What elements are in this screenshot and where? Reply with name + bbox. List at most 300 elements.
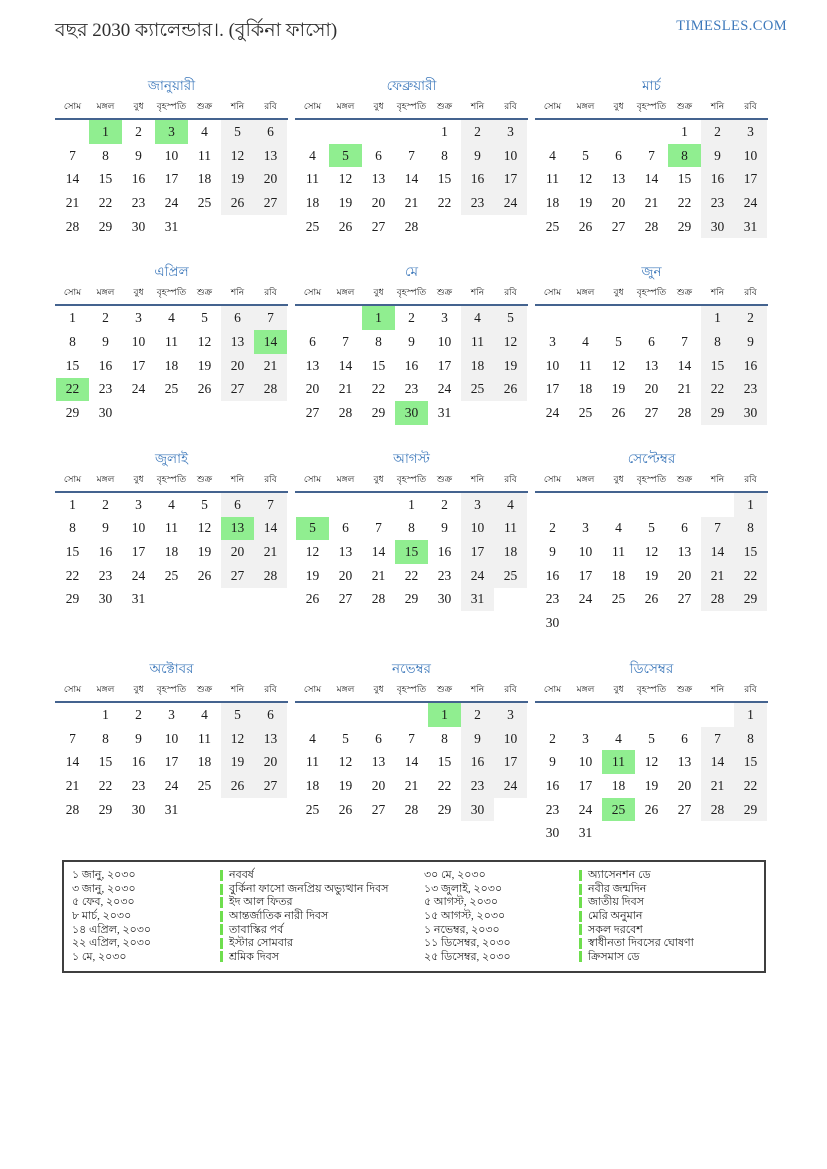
day-cell: 19 xyxy=(494,354,527,378)
holiday-marker-icon xyxy=(220,911,223,922)
day-cell: 9 xyxy=(102,520,109,536)
empty-cell xyxy=(602,306,635,330)
month-title: এপ্রিল xyxy=(154,264,189,280)
weekday-header-row xyxy=(295,99,528,120)
day-cell: 20 xyxy=(305,381,320,397)
empty-cell xyxy=(362,703,395,727)
empty-cell xyxy=(395,120,428,144)
day-cell: 17 xyxy=(164,171,179,187)
day-cell: 16 xyxy=(461,167,494,191)
holiday-marker-icon xyxy=(579,884,582,895)
empty-cell xyxy=(602,493,635,517)
day-cell: 28 xyxy=(404,801,419,817)
day-cell: 22 xyxy=(701,378,734,402)
day-cell: 5 xyxy=(615,333,622,349)
day-cell: 12 xyxy=(338,171,353,187)
days-grid xyxy=(535,120,768,238)
day-cell: 12 xyxy=(578,171,593,187)
day-cell: 16 xyxy=(545,777,560,793)
day-cell: 22 xyxy=(404,567,419,583)
day-cell: 10 xyxy=(578,544,593,560)
day-cell: 9 xyxy=(701,144,734,168)
day-cell: 22 xyxy=(98,777,113,793)
weekday-label: রবি xyxy=(744,287,757,298)
day-cell: 5 xyxy=(342,730,349,746)
day-cell: 7 xyxy=(375,520,382,536)
day-cell: 21 xyxy=(65,777,80,793)
legend-holiday-name: নবীর জন্মদিন xyxy=(588,882,647,895)
legend-item xyxy=(579,951,760,964)
day-cell: 12 xyxy=(611,357,626,373)
day-cell: 24 xyxy=(578,801,593,817)
day-cell: 25 xyxy=(197,777,212,793)
weekday-label: রবি xyxy=(264,101,277,111)
day-cell: 20 xyxy=(611,194,626,210)
month-title: সেপ্টেম্বর xyxy=(627,450,676,466)
day-cell: 29 xyxy=(98,218,113,234)
day-cell: 15 xyxy=(437,754,452,770)
weekday-label: রবি xyxy=(264,287,277,298)
day-cell: 24 xyxy=(734,191,767,215)
weekday-label: রবি xyxy=(504,101,517,111)
day-cell: 4 xyxy=(615,730,622,746)
day-cell: 10 xyxy=(545,357,560,373)
day-cell: 19 xyxy=(338,777,353,793)
page-header xyxy=(55,16,787,48)
day-cell: 11 xyxy=(306,754,319,770)
day-cell: 2 xyxy=(461,120,494,144)
day-cell: 20 xyxy=(677,777,692,793)
day-cell: 4 xyxy=(168,496,175,512)
day-cell: 22 xyxy=(371,381,386,397)
day-cell: 17 xyxy=(131,357,146,373)
day-cell: 7 xyxy=(342,333,349,349)
day-cell: 21 xyxy=(677,381,692,397)
day-cell: 25 xyxy=(305,218,320,234)
day-cell: 28 xyxy=(371,591,386,607)
legend-item xyxy=(220,924,424,937)
empty-cell xyxy=(635,120,668,144)
day-cell: 31 xyxy=(131,591,146,607)
weekday-label: মঙ্গল xyxy=(336,287,355,298)
weekday-label: শনি xyxy=(230,473,245,484)
legend-column xyxy=(424,869,760,963)
day-cell: 25 xyxy=(611,591,626,607)
day-cell: 13 xyxy=(254,144,287,168)
day-cell: 15 xyxy=(65,357,80,373)
day-cell: 17 xyxy=(734,167,767,191)
days-grid xyxy=(55,493,288,611)
day-cell: 16 xyxy=(131,171,146,187)
legend-date: ১৩ জুলাই, ২০৩০ xyxy=(424,882,503,895)
day-cell: 16 xyxy=(404,357,419,373)
day-cell: 26 xyxy=(338,801,353,817)
day-cell: 18 xyxy=(545,194,560,210)
day-cell: 15 xyxy=(677,171,692,187)
day-cell: 3 xyxy=(582,520,589,536)
legend-date: ২২ এপ্রিল, ২০৩০ xyxy=(72,937,152,950)
month-january xyxy=(55,75,288,238)
day-cell: 13 xyxy=(338,544,353,560)
day-cell: 18 xyxy=(197,754,212,770)
day-cell: 27 xyxy=(254,774,287,798)
day-cell: 12 xyxy=(338,754,353,770)
day-cell: 30 xyxy=(734,401,767,425)
day-cell: 30 xyxy=(131,801,146,817)
legend-holiday-name: শ্রমিক দিবস xyxy=(229,950,280,963)
empty-cell xyxy=(602,120,635,144)
day-cell: 24 xyxy=(545,405,560,421)
empty-cell xyxy=(635,703,668,727)
day-cell: 25 xyxy=(305,801,320,817)
day-cell: 5 xyxy=(329,144,362,168)
day-cell: 27 xyxy=(371,218,386,234)
legend-date: ৫ আগস্ট, ২০৩০ xyxy=(424,896,499,909)
day-cell: 17 xyxy=(578,777,593,793)
day-cell: 4 xyxy=(168,310,175,326)
month-title: মে xyxy=(405,264,418,280)
legend-holiday-name: সকল দরবেশ xyxy=(588,923,643,936)
day-cell: 13 xyxy=(221,330,254,354)
month-december xyxy=(535,658,768,845)
day-cell: 22 xyxy=(734,774,767,798)
holiday-marker-icon xyxy=(220,951,223,962)
day-cell: 13 xyxy=(371,171,386,187)
weekday-label: শুক্র xyxy=(676,101,693,111)
day-cell: 20 xyxy=(371,777,386,793)
day-cell: 14 xyxy=(254,330,287,354)
day-cell: 7 xyxy=(701,727,734,751)
holiday-marker-icon xyxy=(220,870,223,881)
weekday-label: সোম xyxy=(63,684,82,694)
day-cell: 19 xyxy=(221,167,254,191)
legend-holiday-name: বুর্কিনা ফাসো জনপ্রিয় অভ্যুত্থান দিবস xyxy=(229,882,389,895)
day-cell: 1 xyxy=(89,120,122,144)
day-cell: 11 xyxy=(461,330,494,354)
day-cell: 18 xyxy=(164,357,179,373)
day-cell: 27 xyxy=(221,564,254,588)
day-cell: 27 xyxy=(611,218,626,234)
legend-date: ৫ ফেব, ২০৩০ xyxy=(72,896,135,909)
weekday-label: বুধ xyxy=(133,473,144,484)
weekday-label: শুক্র xyxy=(196,473,213,484)
day-cell: 13 xyxy=(677,544,692,560)
weekday-label: সোম xyxy=(63,287,82,298)
day-cell: 14 xyxy=(701,540,734,564)
day-cell: 27 xyxy=(677,591,692,607)
weekday-label: রবি xyxy=(744,473,757,484)
day-cell: 28 xyxy=(701,588,734,612)
day-cell: 9 xyxy=(549,544,556,560)
legend-holiday-name: স্বাধীনতা দিবসের ঘোষণা xyxy=(588,937,694,950)
day-cell: 16 xyxy=(98,544,113,560)
days-grid xyxy=(295,120,528,238)
legend-holiday-name: ইদ আল ফিতর xyxy=(229,896,293,909)
day-cell: 29 xyxy=(734,588,767,612)
day-cell: 6 xyxy=(375,147,382,163)
weekday-label: বুধ xyxy=(133,684,144,694)
day-cell: 8 xyxy=(102,147,109,163)
weekday-label: মঙ্গল xyxy=(336,101,355,111)
day-cell: 10 xyxy=(494,144,527,168)
empty-cell xyxy=(56,120,89,144)
weekday-label: শুক্র xyxy=(676,684,693,694)
day-cell: 14 xyxy=(65,171,80,187)
day-cell: 26 xyxy=(197,567,212,583)
day-cell: 12 xyxy=(494,330,527,354)
legend-date: ৩০ মে, ২০৩০ xyxy=(424,869,486,882)
day-cell: 26 xyxy=(221,774,254,798)
day-cell: 24 xyxy=(461,564,494,588)
day-cell: 13 xyxy=(371,754,386,770)
day-cell: 21 xyxy=(254,540,287,564)
weekday-label: বৃহস্পতি xyxy=(396,473,427,484)
day-cell: 26 xyxy=(305,591,320,607)
day-cell: 4 xyxy=(615,520,622,536)
day-cell: 24 xyxy=(164,777,179,793)
weekday-label: শনি xyxy=(230,101,245,111)
site-link[interactable]: TIMESLES.COM xyxy=(676,18,787,34)
day-cell: 19 xyxy=(578,194,593,210)
day-cell: 3 xyxy=(494,120,527,144)
day-cell: 19 xyxy=(644,567,659,583)
day-cell: 23 xyxy=(734,378,767,402)
day-cell: 5 xyxy=(221,703,254,727)
weekday-label: বৃহস্পতি xyxy=(636,101,667,111)
empty-cell xyxy=(569,703,602,727)
weekday-label: সোম xyxy=(303,684,322,694)
legend-item xyxy=(579,924,760,937)
day-cell: 31 xyxy=(164,218,179,234)
empty-cell xyxy=(329,493,362,517)
day-cell: 19 xyxy=(338,194,353,210)
weekday-label: বৃহস্পতি xyxy=(156,101,187,111)
day-cell: 30 xyxy=(437,591,452,607)
day-cell: 13 xyxy=(677,754,692,770)
day-cell: 25 xyxy=(545,218,560,234)
day-cell: 27 xyxy=(677,801,692,817)
day-cell: 3 xyxy=(135,310,142,326)
weekday-header-row xyxy=(55,99,288,120)
legend-date: ৩ জানু, ২০৩০ xyxy=(72,882,136,895)
day-cell: 7 xyxy=(648,147,655,163)
day-cell: 19 xyxy=(611,381,626,397)
legend-item xyxy=(579,883,760,896)
day-cell: 28 xyxy=(254,564,287,588)
day-cell: 18 xyxy=(305,194,320,210)
day-cell: 8 xyxy=(102,730,109,746)
day-cell: 22 xyxy=(98,194,113,210)
weekday-label: শুক্র xyxy=(436,101,453,111)
day-cell: 17 xyxy=(131,544,146,560)
day-cell: 12 xyxy=(197,333,212,349)
day-cell: 7 xyxy=(254,493,287,517)
day-cell: 19 xyxy=(197,357,212,373)
day-cell: 18 xyxy=(305,777,320,793)
day-cell: 27 xyxy=(221,378,254,402)
day-cell: 30 xyxy=(395,401,428,425)
day-cell: 22 xyxy=(437,777,452,793)
weekday-header-row xyxy=(535,285,768,306)
month-title: আগস্ট xyxy=(393,450,430,466)
weekday-header-row xyxy=(55,682,288,703)
day-cell: 11 xyxy=(198,730,211,746)
day-cell: 27 xyxy=(644,405,659,421)
day-cell: 18 xyxy=(197,171,212,187)
days-grid xyxy=(535,703,768,845)
month-april xyxy=(55,261,288,424)
day-cell: 10 xyxy=(578,754,593,770)
day-cell: 12 xyxy=(644,754,659,770)
day-cell: 5 xyxy=(494,306,527,330)
day-cell: 24 xyxy=(437,381,452,397)
day-cell: 23 xyxy=(461,191,494,215)
month-title: জানুয়ারী xyxy=(147,78,196,93)
day-cell: 23 xyxy=(131,777,146,793)
day-cell: 1 xyxy=(362,306,395,330)
day-cell: 25 xyxy=(164,381,179,397)
day-cell: 3 xyxy=(734,120,767,144)
legend-date: ১১ ডিসেম্বর, ২০৩০ xyxy=(424,937,511,950)
day-cell: 21 xyxy=(404,777,419,793)
day-cell: 24 xyxy=(578,591,593,607)
day-cell: 22 xyxy=(437,194,452,210)
day-cell: 27 xyxy=(371,801,386,817)
day-cell: 27 xyxy=(305,405,320,421)
day-cell: 3 xyxy=(461,493,494,517)
day-cell: 27 xyxy=(338,591,353,607)
holiday-marker-icon xyxy=(220,924,223,935)
day-cell: 5 xyxy=(221,120,254,144)
day-cell: 3 xyxy=(441,310,448,326)
day-cell: 17 xyxy=(545,381,560,397)
weekday-label: বুধ xyxy=(373,101,384,111)
weekday-header-row xyxy=(295,682,528,703)
day-cell: 15 xyxy=(98,754,113,770)
day-cell: 1 xyxy=(69,496,76,512)
day-cell: 8 xyxy=(668,144,701,168)
day-cell: 28 xyxy=(644,218,659,234)
legend-holiday-name: আন্তর্জাতিক নারী দিবস xyxy=(229,909,329,922)
empty-cell xyxy=(668,306,701,330)
day-cell: 23 xyxy=(98,381,113,397)
day-cell: 2 xyxy=(135,706,142,722)
legend-item xyxy=(220,910,424,923)
weekday-label: সোম xyxy=(303,101,322,111)
day-cell: 20 xyxy=(644,381,659,397)
weekday-header-row xyxy=(535,682,768,703)
day-cell: 18 xyxy=(164,544,179,560)
day-cell: 2 xyxy=(461,703,494,727)
weekday-label: শুক্র xyxy=(436,473,453,484)
weekday-label: বৃহস্পতি xyxy=(636,287,667,298)
day-cell: 6 xyxy=(681,520,688,536)
weekday-header-row xyxy=(535,99,768,120)
weekday-label: মঙ্গল xyxy=(336,473,355,484)
weekday-label: সোম xyxy=(303,287,322,298)
day-cell: 1 xyxy=(428,703,461,727)
day-cell: 20 xyxy=(338,567,353,583)
weekday-label: বুধ xyxy=(373,684,384,694)
day-cell: 25 xyxy=(494,564,527,588)
weekday-label: সোম xyxy=(63,473,82,484)
day-cell: 31 xyxy=(437,405,452,421)
weekday-label: শুক্র xyxy=(196,287,213,298)
day-cell: 4 xyxy=(549,147,556,163)
day-cell: 5 xyxy=(201,310,208,326)
day-cell: 6 xyxy=(648,333,655,349)
day-cell: 31 xyxy=(734,215,767,239)
month-october xyxy=(55,658,288,821)
weekday-label: শনি xyxy=(710,287,725,298)
legend-holiday-name: অ্যাসেনশন ডে xyxy=(588,869,651,882)
day-cell: 15 xyxy=(371,357,386,373)
legend-holiday-name: তাবাস্কির পর্ব xyxy=(229,923,284,936)
day-cell: 2 xyxy=(549,520,556,536)
day-cell: 19 xyxy=(221,750,254,774)
day-cell: 31 xyxy=(461,588,494,612)
holiday-marker-icon xyxy=(220,897,223,908)
weekday-label: বৃহস্পতি xyxy=(396,287,427,298)
empty-cell xyxy=(668,493,701,517)
weekday-label: সোম xyxy=(63,101,82,111)
day-cell: 6 xyxy=(615,147,622,163)
day-cell: 29 xyxy=(701,401,734,425)
day-cell: 16 xyxy=(545,567,560,583)
weekday-label: মঙ্গল xyxy=(96,101,115,111)
day-cell: 21 xyxy=(254,354,287,378)
weekday-label: বুধ xyxy=(613,684,624,694)
day-cell: 28 xyxy=(65,801,80,817)
day-cell: 8 xyxy=(408,520,415,536)
holiday-marker-icon xyxy=(579,951,582,962)
day-cell: 17 xyxy=(437,357,452,373)
legend-holiday-name: জাতীয় দিবস xyxy=(588,896,644,909)
day-cell: 13 xyxy=(254,727,287,751)
holiday-marker-icon xyxy=(579,924,582,935)
day-cell: 14 xyxy=(404,754,419,770)
day-cell: 9 xyxy=(135,730,142,746)
day-cell: 2 xyxy=(102,310,109,326)
holiday-marker-icon xyxy=(579,897,582,908)
day-cell: 23 xyxy=(131,194,146,210)
day-cell: 2 xyxy=(549,730,556,746)
day-cell: 28 xyxy=(65,218,80,234)
day-cell: 28 xyxy=(701,798,734,822)
day-cell: 3 xyxy=(135,496,142,512)
empty-cell xyxy=(536,493,569,517)
day-cell: 15 xyxy=(734,540,767,564)
days-grid xyxy=(55,120,288,238)
weekday-label: সোম xyxy=(543,684,562,694)
day-cell: 26 xyxy=(197,381,212,397)
day-cell: 28 xyxy=(677,405,692,421)
day-cell: 23 xyxy=(461,774,494,798)
day-cell: 17 xyxy=(578,567,593,583)
month-july xyxy=(55,448,288,611)
day-cell: 9 xyxy=(135,147,142,163)
legend-item xyxy=(220,937,424,950)
day-cell: 22 xyxy=(56,378,89,402)
day-cell: 25 xyxy=(461,378,494,402)
weekday-label: শনি xyxy=(710,473,725,484)
weekday-label: বৃহস্পতি xyxy=(396,684,427,694)
empty-cell xyxy=(536,306,569,330)
day-cell: 11 xyxy=(602,750,635,774)
holiday-marker-icon xyxy=(579,938,582,949)
day-cell: 1 xyxy=(681,123,688,139)
day-cell: 6 xyxy=(681,730,688,746)
